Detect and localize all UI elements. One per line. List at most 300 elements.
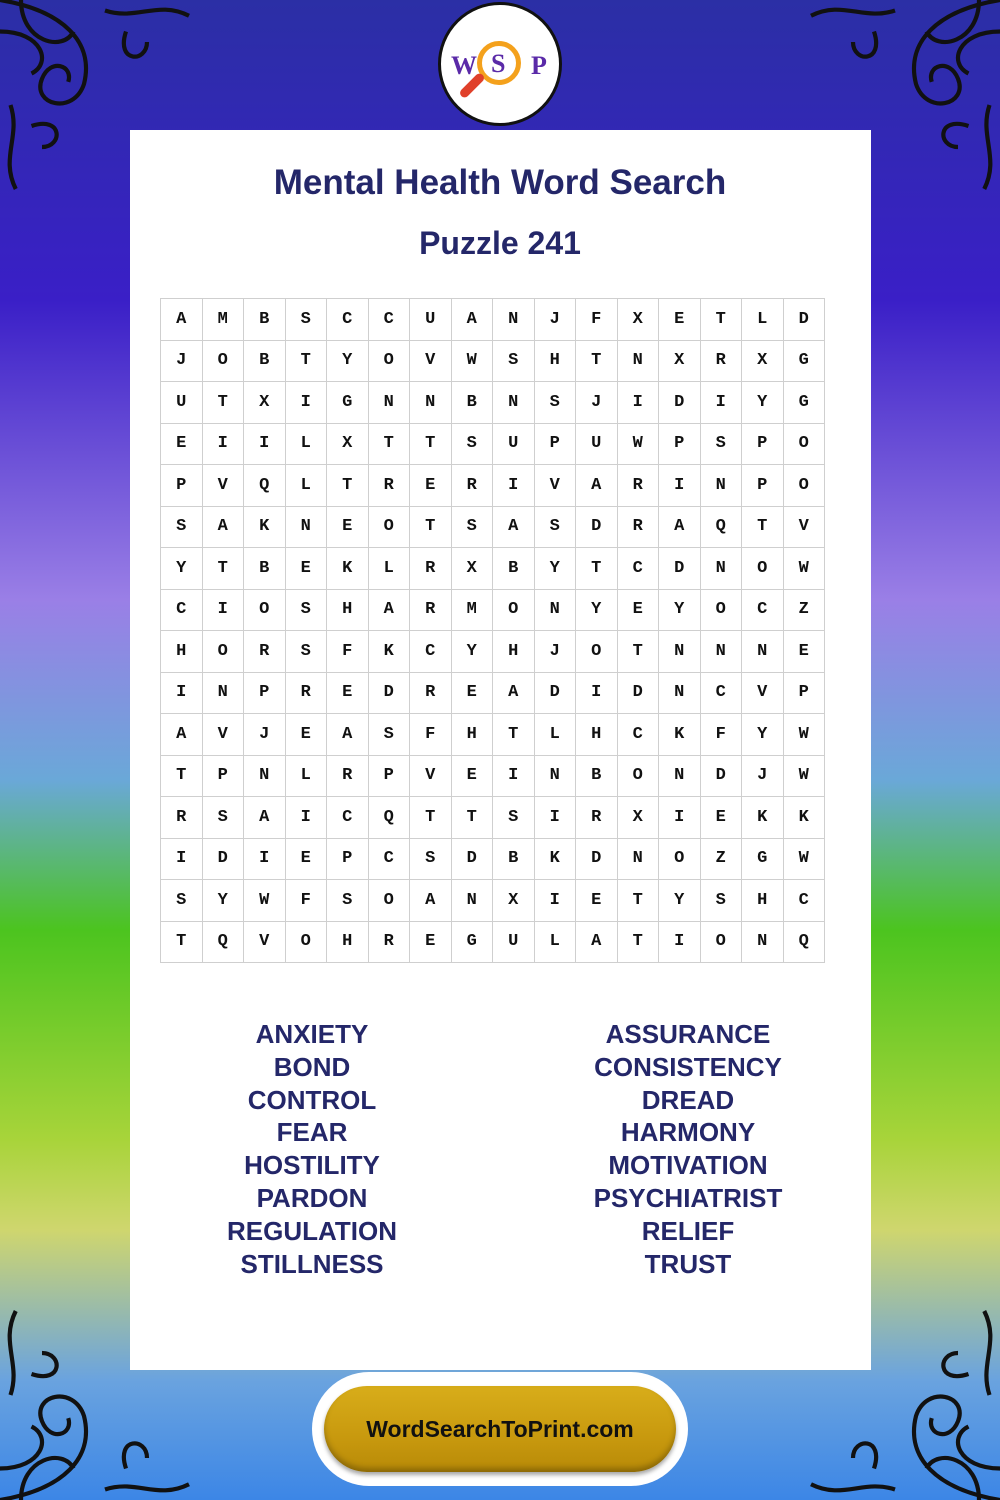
grid-cell[interactable]: T [493, 714, 535, 756]
grid-row [161, 880, 825, 922]
grid-cell[interactable]: I [493, 756, 535, 798]
word-item: PARDON [256, 1182, 368, 1213]
grid-cell[interactable]: V [410, 756, 452, 798]
grid-cell[interactable]: N [493, 299, 535, 341]
grid-cell[interactable]: V [410, 341, 452, 383]
grid-cell[interactable]: T [618, 880, 660, 922]
grid-cell[interactable]: Q [784, 922, 826, 964]
word-item: ASSURANCE [605, 1019, 771, 1049]
grid-row [161, 756, 825, 798]
word-item: STILLNESS [240, 1248, 384, 1279]
grid-cell[interactable]: R [286, 673, 328, 715]
grid-cell[interactable]: E [410, 922, 452, 964]
word-item: HOSTILITY [244, 1150, 380, 1181]
grid-cell[interactable]: L [535, 714, 577, 756]
grid-cell[interactable]: D [535, 673, 577, 715]
grid-cell[interactable]: P [659, 424, 701, 466]
grid-cell[interactable]: E [327, 673, 369, 715]
grid-cell[interactable]: P [784, 673, 826, 715]
grid-cell[interactable]: T [576, 548, 618, 590]
grid-cell[interactable]: P [535, 424, 577, 466]
grid-cell[interactable]: J [244, 714, 286, 756]
grid-cell[interactable]: K [784, 797, 826, 839]
grid-cell[interactable]: T [410, 507, 452, 549]
grid-cell[interactable]: K [659, 714, 701, 756]
grid-cell[interactable]: C [369, 839, 411, 881]
grid-cell[interactable]: G [784, 341, 826, 383]
grid-cell[interactable]: Y [327, 341, 369, 383]
grid-cell[interactable]: N [369, 382, 411, 424]
grid-cell[interactable]: I [203, 424, 245, 466]
word-list-right [528, 1018, 848, 1280]
grid-cell[interactable]: R [369, 465, 411, 507]
grid-cell[interactable]: I [286, 382, 328, 424]
grid-cell[interactable]: T [452, 797, 494, 839]
grid-cell[interactable]: V [742, 673, 784, 715]
grid-cell[interactable]: K [244, 507, 286, 549]
grid-cell[interactable]: C [327, 299, 369, 341]
word-item: RELIEF [641, 1215, 735, 1246]
grid-cell[interactable]: R [618, 465, 660, 507]
grid-cell[interactable]: A [161, 299, 203, 341]
grid-cell[interactable]: C [410, 631, 452, 673]
grid-cell[interactable]: S [286, 631, 328, 673]
grid-cell[interactable]: N [286, 507, 328, 549]
grid-cell[interactable]: S [286, 590, 328, 632]
grid-cell[interactable]: I [659, 797, 701, 839]
grid-row [161, 341, 825, 383]
grid-cell[interactable]: U [161, 382, 203, 424]
grid-cell[interactable]: Y [535, 548, 577, 590]
grid-cell[interactable]: H [742, 880, 784, 922]
grid-cell[interactable]: O [286, 922, 328, 964]
grid-cell[interactable]: S [493, 341, 535, 383]
grid-cell[interactable]: Z [701, 839, 743, 881]
logo-letter-p: P [531, 51, 547, 80]
grid-cell[interactable]: H [327, 922, 369, 964]
grid-cell[interactable]: I [535, 797, 577, 839]
grid-cell[interactable]: G [327, 382, 369, 424]
grid-cell[interactable]: I [161, 839, 203, 881]
word-item: DREAD [641, 1084, 735, 1115]
grid-row [161, 922, 825, 964]
grid-cell[interactable]: N [659, 756, 701, 798]
grid-cell[interactable]: W [244, 880, 286, 922]
grid-cell[interactable]: E [286, 839, 328, 881]
grid-cell[interactable]: N [618, 341, 660, 383]
grid-cell[interactable]: V [203, 714, 245, 756]
grid-cell[interactable]: A [493, 673, 535, 715]
grid-row [161, 507, 825, 549]
word-item: ANXIETY [255, 1019, 369, 1049]
grid-cell[interactable]: X [659, 341, 701, 383]
grid-cell[interactable]: O [493, 590, 535, 632]
grid-cell[interactable]: J [742, 756, 784, 798]
grid-cell[interactable]: O [576, 631, 618, 673]
grid-cell[interactable]: X [452, 548, 494, 590]
grid-row [161, 839, 825, 881]
word-item: PSYCHIATRIST [593, 1182, 783, 1213]
grid-cell[interactable]: R [327, 756, 369, 798]
grid-cell[interactable]: T [327, 465, 369, 507]
grid-cell[interactable]: A [244, 797, 286, 839]
grid-cell[interactable]: S [535, 382, 577, 424]
grid-cell[interactable]: O [701, 590, 743, 632]
grid-cell[interactable]: K [742, 797, 784, 839]
grid-row [161, 424, 825, 466]
grid-cell[interactable]: Y [452, 631, 494, 673]
grid-cell[interactable]: A [203, 507, 245, 549]
grid-cell[interactable]: X [327, 424, 369, 466]
grid-cell[interactable]: O [203, 341, 245, 383]
grid-cell[interactable]: M [452, 590, 494, 632]
grid-cell[interactable]: C [701, 673, 743, 715]
grid-cell[interactable]: G [452, 922, 494, 964]
grid-cell[interactable]: D [576, 839, 618, 881]
grid-cell[interactable]: D [784, 299, 826, 341]
grid-cell[interactable]: A [327, 714, 369, 756]
grid-cell[interactable]: N [659, 673, 701, 715]
grid-cell[interactable]: W [784, 714, 826, 756]
grid-cell[interactable]: A [410, 880, 452, 922]
grid-cell[interactable]: E [286, 548, 328, 590]
grid-cell[interactable]: S [493, 797, 535, 839]
grid-cell[interactable]: A [493, 507, 535, 549]
grid-cell[interactable]: Y [742, 382, 784, 424]
grid-cell[interactable]: P [742, 465, 784, 507]
grid-cell[interactable]: E [452, 756, 494, 798]
grid-cell[interactable]: W [784, 548, 826, 590]
grid-cell[interactable]: J [535, 631, 577, 673]
grid-cell[interactable]: N [659, 631, 701, 673]
grid-cell[interactable]: U [410, 299, 452, 341]
grid-cell[interactable]: T [286, 341, 328, 383]
grid-cell[interactable]: T [701, 299, 743, 341]
grid-row [161, 382, 825, 424]
grid-cell[interactable]: D [576, 507, 618, 549]
grid-cell[interactable]: T [203, 548, 245, 590]
grid-cell[interactable]: P [161, 465, 203, 507]
grid-cell[interactable]: I [244, 424, 286, 466]
grid-cell[interactable]: A [161, 714, 203, 756]
grid-cell[interactable]: F [286, 880, 328, 922]
grid-cell[interactable]: Y [659, 880, 701, 922]
grid-cell[interactable]: Q [244, 465, 286, 507]
grid-cell[interactable]: E [784, 631, 826, 673]
grid-cell[interactable]: N [701, 548, 743, 590]
page-title: Mental Health Word Search [273, 163, 727, 202]
grid-cell[interactable]: T [369, 424, 411, 466]
grid-row [161, 714, 825, 756]
word-item: BOND [273, 1051, 351, 1082]
wsp-logo[interactable] [438, 2, 562, 126]
grid-cell[interactable]: I [493, 465, 535, 507]
grid-cell[interactable]: I [659, 922, 701, 964]
grid-cell[interactable]: S [203, 797, 245, 839]
logo-letter-s: S [491, 49, 506, 78]
grid-cell[interactable]: N [244, 756, 286, 798]
grid-cell[interactable]: M [203, 299, 245, 341]
logo-letter-w: W [451, 51, 477, 80]
grid-cell[interactable]: T [618, 922, 660, 964]
grid-cell[interactable]: S [161, 880, 203, 922]
grid-cell[interactable]: W [452, 341, 494, 383]
grid-cell[interactable]: E [161, 424, 203, 466]
grid-cell[interactable]: T [410, 424, 452, 466]
grid-cell[interactable]: R [410, 548, 452, 590]
grid-cell[interactable]: J [161, 341, 203, 383]
grid-cell[interactable]: V [203, 465, 245, 507]
grid-cell[interactable]: R [410, 673, 452, 715]
grid-cell[interactable]: J [535, 299, 577, 341]
grid-cell[interactable]: X [618, 299, 660, 341]
grid-cell[interactable]: K [369, 631, 411, 673]
grid-cell[interactable]: P [742, 424, 784, 466]
grid-cell[interactable]: D [659, 382, 701, 424]
word-item: FEAR [276, 1117, 348, 1148]
grid-cell[interactable]: H [161, 631, 203, 673]
grid-cell[interactable]: X [618, 797, 660, 839]
grid-row [161, 548, 825, 590]
grid-cell[interactable]: A [576, 922, 618, 964]
word-item: MOTIVATION [608, 1150, 768, 1181]
grid-cell[interactable]: I [161, 673, 203, 715]
grid-cell[interactable]: S [701, 880, 743, 922]
grid-cell[interactable]: L [286, 465, 328, 507]
grid-cell[interactable]: T [742, 507, 784, 549]
grid-cell[interactable]: L [535, 922, 577, 964]
grid-cell[interactable]: X [493, 880, 535, 922]
grid-cell[interactable]: R [576, 797, 618, 839]
grid-cell[interactable]: S [161, 507, 203, 549]
word-item: TRUST [644, 1248, 732, 1279]
word-item: HARMONY [620, 1117, 756, 1148]
grid-cell[interactable]: Q [369, 797, 411, 839]
footer-badge [312, 1372, 688, 1486]
grid-cell[interactable]: N [203, 673, 245, 715]
grid-cell[interactable]: S [286, 299, 328, 341]
grid-cell[interactable]: Y [576, 590, 618, 632]
site-link-label: WordSearchToPrint.com [366, 1415, 634, 1442]
grid-cell[interactable]: Y [742, 714, 784, 756]
grid-cell[interactable]: H [452, 714, 494, 756]
grid-cell[interactable]: O [742, 548, 784, 590]
grid-cell[interactable]: S [452, 424, 494, 466]
grid-cell[interactable]: C [161, 590, 203, 632]
word-item: REGULATION [227, 1215, 397, 1246]
grid-row [161, 673, 825, 715]
grid-cell[interactable]: P [244, 673, 286, 715]
word-item: CONTROL [247, 1084, 377, 1115]
grid-cell[interactable]: G [784, 382, 826, 424]
grid-cell[interactable]: O [369, 880, 411, 922]
grid-cell[interactable]: B [493, 839, 535, 881]
grid-cell[interactable]: P [327, 839, 369, 881]
grid-cell[interactable]: C [618, 548, 660, 590]
grid-cell[interactable]: T [410, 797, 452, 839]
grid-cell[interactable]: O [659, 839, 701, 881]
grid-cell[interactable]: F [410, 714, 452, 756]
grid-cell[interactable]: C [742, 590, 784, 632]
grid-row [161, 465, 825, 507]
grid-cell[interactable]: R [161, 797, 203, 839]
grid-cell[interactable]: Y [161, 548, 203, 590]
grid-cell[interactable]: S [369, 714, 411, 756]
grid-row [161, 797, 825, 839]
grid-cell[interactable]: E [618, 590, 660, 632]
grid-cell[interactable]: B [452, 382, 494, 424]
grid-cell[interactable]: E [701, 797, 743, 839]
grid-cell[interactable]: F [701, 714, 743, 756]
grid-cell[interactable]: A [576, 465, 618, 507]
grid-cell[interactable]: T [161, 922, 203, 964]
grid-cell[interactable]: E [576, 880, 618, 922]
grid-cell[interactable]: O [244, 590, 286, 632]
grid-cell[interactable]: B [576, 756, 618, 798]
grid-cell[interactable]: O [203, 631, 245, 673]
grid-cell[interactable]: V [535, 465, 577, 507]
grid-cell[interactable]: N [742, 922, 784, 964]
grid-cell[interactable]: I [659, 465, 701, 507]
grid-cell[interactable]: I [286, 797, 328, 839]
grid-cell[interactable]: O [369, 341, 411, 383]
grid-cell[interactable]: D [618, 673, 660, 715]
grid-cell[interactable]: E [410, 465, 452, 507]
grid-cell[interactable]: H [576, 714, 618, 756]
grid-cell[interactable]: H [327, 590, 369, 632]
grid-cell[interactable]: U [493, 424, 535, 466]
grid-cell[interactable]: I [535, 880, 577, 922]
grid-cell[interactable]: F [576, 299, 618, 341]
grid-cell[interactable]: K [327, 548, 369, 590]
grid-cell[interactable]: X [742, 341, 784, 383]
grid-cell[interactable]: S [701, 424, 743, 466]
grid-cell[interactable]: R [369, 922, 411, 964]
grid-cell[interactable]: Q [701, 507, 743, 549]
grid-cell[interactable]: B [493, 548, 535, 590]
grid-cell[interactable]: R [618, 507, 660, 549]
grid-cell[interactable]: E [659, 299, 701, 341]
word-list-left [152, 1018, 472, 1280]
grid-cell[interactable]: B [244, 341, 286, 383]
grid-cell[interactable]: I [576, 673, 618, 715]
grid-cell[interactable]: H [493, 631, 535, 673]
grid-cell[interactable]: Z [784, 590, 826, 632]
grid-cell[interactable]: O [784, 424, 826, 466]
grid-cell[interactable]: D [369, 673, 411, 715]
grid-cell[interactable]: X [244, 382, 286, 424]
grid-cell[interactable]: D [659, 548, 701, 590]
grid-cell[interactable]: I [244, 839, 286, 881]
grid-cell[interactable]: W [784, 839, 826, 881]
grid-cell[interactable]: B [244, 548, 286, 590]
grid-cell[interactable]: A [659, 507, 701, 549]
grid-cell[interactable]: V [244, 922, 286, 964]
grid-cell[interactable]: W [618, 424, 660, 466]
grid-cell[interactable]: O [784, 465, 826, 507]
grid-cell[interactable]: F [327, 631, 369, 673]
grid-cell[interactable]: D [452, 839, 494, 881]
grid-cell[interactable]: T [203, 382, 245, 424]
grid-cell[interactable]: N [535, 756, 577, 798]
grid-cell[interactable]: L [369, 548, 411, 590]
grid-cell[interactable]: S [535, 507, 577, 549]
grid-cell[interactable]: E [286, 714, 328, 756]
grid-cell[interactable]: O [369, 507, 411, 549]
grid-cell[interactable]: N [742, 631, 784, 673]
grid-cell[interactable]: N [410, 382, 452, 424]
grid-cell[interactable]: L [742, 299, 784, 341]
grid-cell[interactable]: W [784, 756, 826, 798]
grid-cell[interactable]: S [452, 507, 494, 549]
puzzle-number: Puzzle 241 [419, 225, 581, 261]
grid-cell[interactable]: C [618, 714, 660, 756]
grid-cell[interactable]: C [784, 880, 826, 922]
grid-cell[interactable]: E [327, 507, 369, 549]
grid-cell[interactable]: H [535, 341, 577, 383]
grid-cell[interactable]: D [701, 756, 743, 798]
grid-cell[interactable]: Y [659, 590, 701, 632]
grid-cell[interactable]: N [452, 880, 494, 922]
word-item: CONSISTENCY [594, 1051, 782, 1082]
grid-cell[interactable]: B [244, 299, 286, 341]
grid-cell[interactable]: N [701, 465, 743, 507]
site-link-button[interactable] [324, 1386, 676, 1472]
grid-cell[interactable]: T [618, 631, 660, 673]
grid-cell[interactable]: O [701, 922, 743, 964]
grid-cell[interactable]: N [618, 839, 660, 881]
grid-cell[interactable]: G [742, 839, 784, 881]
grid-cell[interactable]: U [576, 424, 618, 466]
grid-row [161, 631, 825, 673]
grid-cell[interactable]: R [701, 341, 743, 383]
grid-cell[interactable]: N [493, 382, 535, 424]
grid-cell[interactable]: P [203, 756, 245, 798]
grid-cell[interactable]: L [286, 424, 328, 466]
grid-cell[interactable]: R [244, 631, 286, 673]
grid-cell[interactable]: Y [203, 880, 245, 922]
grid-cell[interactable]: R [410, 590, 452, 632]
grid-cell[interactable]: Q [203, 922, 245, 964]
grid-cell[interactable]: L [286, 756, 328, 798]
grid-cell[interactable]: S [327, 880, 369, 922]
grid-cell[interactable]: D [203, 839, 245, 881]
grid-cell[interactable]: A [369, 590, 411, 632]
grid-cell[interactable]: R [452, 465, 494, 507]
grid-cell[interactable]: K [535, 839, 577, 881]
grid-cell[interactable]: C [369, 299, 411, 341]
grid-cell[interactable]: V [784, 507, 826, 549]
letter-grid [160, 298, 825, 963]
grid-cell[interactable]: N [535, 590, 577, 632]
grid-cell[interactable]: I [203, 590, 245, 632]
grid-cell[interactable]: O [618, 756, 660, 798]
grid-row [161, 299, 825, 341]
grid-cell[interactable]: E [452, 673, 494, 715]
grid-cell[interactable]: U [493, 922, 535, 964]
grid-cell[interactable]: P [369, 756, 411, 798]
grid-cell[interactable]: C [327, 797, 369, 839]
grid-cell[interactable]: N [701, 631, 743, 673]
grid-cell[interactable]: J [576, 382, 618, 424]
grid-cell[interactable]: I [701, 382, 743, 424]
grid-cell[interactable]: I [618, 382, 660, 424]
grid-row [161, 590, 825, 632]
grid-cell[interactable]: T [161, 756, 203, 798]
grid-cell[interactable]: A [452, 299, 494, 341]
grid-cell[interactable]: T [576, 341, 618, 383]
grid-cell[interactable]: S [410, 839, 452, 881]
